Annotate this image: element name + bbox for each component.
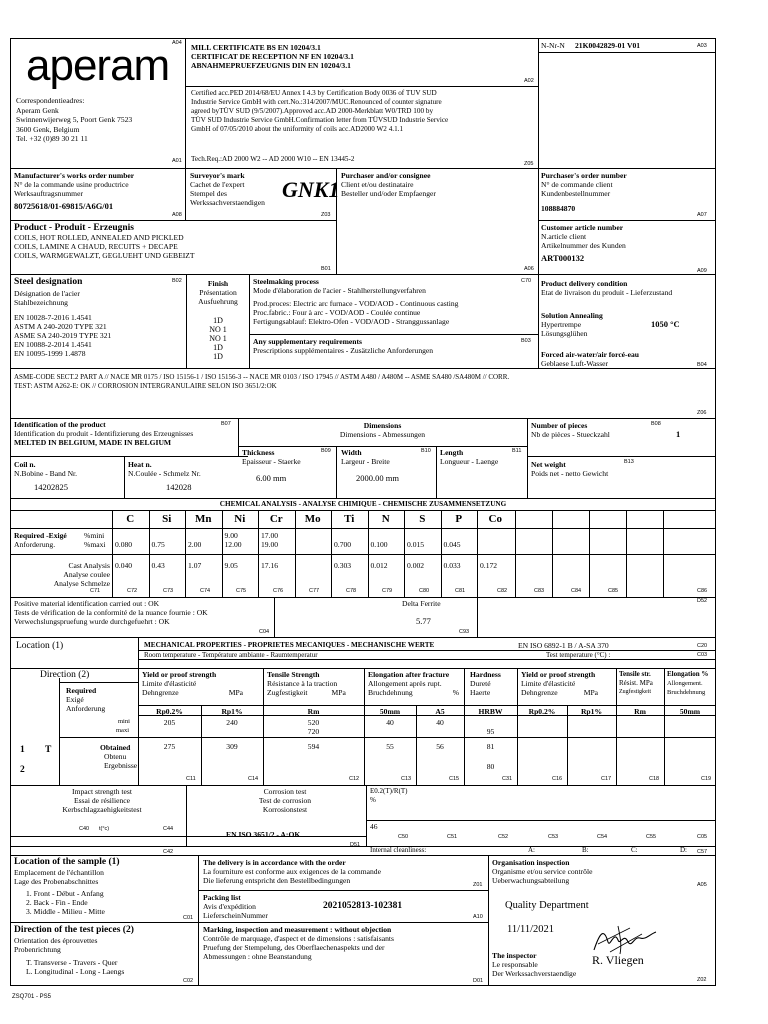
mech-units-cell: Rm xyxy=(634,707,646,716)
row-code: C50 xyxy=(398,834,409,840)
mech-code: C31 xyxy=(502,776,513,782)
melted-in: MELTED IN BELGIUM, MADE IN BELGIUM xyxy=(14,438,172,447)
mech-obtained-cell: 594 xyxy=(307,742,320,751)
tech-req: Tech.Req.:AD 2000 W2 -- AD 2000 W10 -- EN 13445-2 xyxy=(191,155,355,163)
chem-cast-p: 0.033 xyxy=(443,561,461,570)
aperam-logo: aperam xyxy=(26,41,170,90)
coil-value: 14202825 xyxy=(34,482,68,492)
location-label: Location (1) xyxy=(16,641,64,651)
product-description: COILS, HOT ROLLED, ANNEALED AND PICKLED COILS, LAMINE A CHAUD, RECUITS + DECAPE COILS, WARMGEWALZT, GEGLUEHT UND GEBEIZT xyxy=(14,233,195,260)
chem-element-ti: Ti xyxy=(344,513,355,525)
test-temperature: Test temperature (°C) : xyxy=(546,651,611,659)
heat-value: 142028 xyxy=(166,482,192,492)
cooling-labels: Forced air-water/air forcé-eau Geblaese Luft-Wasser xyxy=(541,350,639,368)
chem-code: C85 xyxy=(608,588,619,594)
sample-location-labels: Location of the sample (1) Emplacement de l'échantillon Lage des Probenabschnittes xyxy=(14,857,120,886)
e02-value: 46 xyxy=(370,822,378,831)
hardness-labels: Hardness Dureté Haerte xyxy=(470,670,501,697)
chem-code: C80 xyxy=(419,588,430,594)
mech-maxi: maxi xyxy=(116,727,129,734)
e02-labels: E0.2(T)/R(T) % xyxy=(370,787,408,804)
elongation-labels: Elongation after fracture Allongement après rupt. Bruchdehnung % xyxy=(368,670,460,697)
width-labels: Width Largeur - Breite xyxy=(341,448,390,466)
finish-labels: Finish Présentation Ausfuehrung xyxy=(198,279,238,306)
cleanliness-c: C: xyxy=(631,846,638,854)
chem-min-ni: 9.00 xyxy=(224,531,238,540)
surveyor-stamp: GNK1 xyxy=(282,177,340,202)
standards-notes: ASME-CODE SECT.2 PART A // NACE MR 0175 / ISO 15156-1 / ISO 15156-3 -- NACE MR 0103 / ISO 17945 // ASTM A480 / A480M -- ASME SA480 /SA480M // CORR. TEST: ASTM A262-E: OK // CORROSION INTERGRANULAIRE SELON ISO 3651/2:OK xyxy=(14,373,510,390)
article-labels: Customer article number N.article client Artikelnummer des Kunden xyxy=(541,223,626,250)
chem-code: C74 xyxy=(200,588,211,594)
steel-designation-sub: Désignation de l'acier Stahlbezeichnung xyxy=(14,289,80,307)
thickness-value: 6.00 mm xyxy=(256,473,287,483)
row-code: C52 xyxy=(498,834,509,840)
chem-max-cr: 19.00 xyxy=(261,540,279,549)
chem-max-si: 0.75 xyxy=(151,540,165,549)
chem-cast-cr: 17.16 xyxy=(261,561,279,570)
chem-code: C79 xyxy=(382,588,393,594)
chem-element-p: P xyxy=(455,513,463,525)
mech-code: C18 xyxy=(649,776,660,782)
annealing-labels: Solution Annealing Hypertrempe Lösungsglühen xyxy=(541,311,603,338)
mech-units-cell: Rp1% xyxy=(221,707,243,716)
chem-code: C82 xyxy=(497,588,508,594)
cleanliness-a: A: xyxy=(528,846,535,854)
length-labels: Length Longueur - Laenge xyxy=(440,448,499,466)
pieces-value: 1 xyxy=(676,429,681,439)
packing-list-labels: Packing list Avis d'expédition LieferscheinNummer xyxy=(203,893,268,920)
chem-element-mn: Mn xyxy=(195,513,212,525)
mech-code: C11 xyxy=(186,776,196,782)
mech-req_min-cell: 240 xyxy=(226,718,238,727)
elong2-labels: Elongation % Allongement. Bruchdehnung xyxy=(667,670,709,696)
obtained-sub: Obtenu Ergebnisse xyxy=(104,752,138,770)
chem-max-ti: 0.700 xyxy=(334,540,352,549)
corrosion-labels: Corrosion test Test de corrosion Korrosionstest xyxy=(258,787,312,814)
mechanical-standard: EN ISO 6892-1 B / A-SA 370 xyxy=(518,641,609,650)
org-inspection-labels: Organisation inspection Organisme et/ou service contrôle Ueberwachungsabteilung xyxy=(492,858,593,885)
chem-element-ni: Ni xyxy=(234,513,246,525)
row-code: C05 xyxy=(697,834,708,840)
mech-required-sub: Exigé Anforderung xyxy=(66,695,106,713)
mech-units-cell: Rp0.2% xyxy=(156,707,183,716)
row-code: C51 xyxy=(447,834,458,840)
mech-code: C15 xyxy=(449,776,460,782)
chemical-title: CHEMICAL ANALYSIS - ANALYSE CHIMIQUE - CHEMISCHE ZUSAMMENSETZUNG xyxy=(219,500,507,508)
chem-element-s: S xyxy=(419,513,426,525)
mechanical-title: MECHANICAL PROPERTIES - PROPRIETES MECANIQUES - MECHANISCHE WERTE xyxy=(144,641,435,649)
tensile2-labels: Tensile str. Résist. MPa Zugfestigkeit xyxy=(619,670,653,695)
mech-req_min-cell: 40 xyxy=(386,718,394,727)
process-lines: Prod.proces: Electric arc furnace - VOD/AOD - Continuous casting Proc.fabric.: Four à arc - VOD/AOD - Coulée continue Fertigungsablauf: Elektro-Ofen - VOD/AOD - Stranggussanlage xyxy=(253,299,459,326)
impact-labels: Impact strength test Essai de résilience Kerbschlagzaehigkeitstest xyxy=(62,787,142,814)
mech-units-cell: 50mm xyxy=(379,707,401,716)
chem-cast-mn: 1.07 xyxy=(188,561,202,570)
row-code: C53 xyxy=(548,834,559,840)
identification-labels: Identification of the product Identification du produit - Identifizierung des Erzeugnisses xyxy=(14,420,194,438)
packing-list-value: 2021052813-102381 xyxy=(323,901,403,911)
mech-units-cell: 50mm xyxy=(679,707,701,716)
room-temperature: Room temperature - Température ambiante - Raumtemperatur xyxy=(144,651,318,659)
chem-minmax-labels: %mini %maxi xyxy=(84,531,106,549)
tensile-labels: Tensile Strength Résistance à la traction Zugfestigkeit MPa xyxy=(267,670,346,697)
row-code: C54 xyxy=(597,834,608,840)
steel-grades: EN 10028-7-2016 1.4541 ASTM A 240-2020 TYPE 321 ASME SA 240-2019 TYPE 321 EN 10088-2-2014 1.4541 EN 10095-1999 1.4878 xyxy=(14,313,112,358)
delta-ferrite-value: 5.77 xyxy=(416,616,431,626)
coil-labels: Coil n. N.Bobine - Band Nr. xyxy=(14,460,78,478)
chem-cast-co: 0.172 xyxy=(480,561,498,570)
chem-cast-n: 0.012 xyxy=(370,561,388,570)
chem-cast-ni: 9.05 xyxy=(224,561,238,570)
test-direction-items: T. Transverse - Travers - Quer L. Longitudinal - Long - Laengs xyxy=(26,958,125,976)
cleanliness-b: B: xyxy=(582,846,589,854)
row-number-2: 2 xyxy=(20,765,25,775)
chem-code: C77 xyxy=(309,588,320,594)
chem-max-p: 0.045 xyxy=(443,540,461,549)
mech-obtained-cell: 81 xyxy=(486,742,495,751)
mech-obtained-cell: 56 xyxy=(436,742,444,751)
mech-code: C16 xyxy=(552,776,563,782)
mech-obtained-cell: 55 xyxy=(386,742,394,751)
chem-cast-ti: 0.303 xyxy=(334,561,352,570)
cleanliness-d: D: xyxy=(680,846,687,854)
chem-element-n: N xyxy=(381,513,390,525)
mech-obtained2-cell: 80 xyxy=(486,762,495,771)
mech-required-labels: Required xyxy=(66,686,97,695)
mech-code: C17 xyxy=(601,776,612,782)
purchaser-order-value: 108884870 xyxy=(541,204,576,213)
row-code: C55 xyxy=(646,834,657,840)
annealing-value: 1050 °C xyxy=(651,319,680,329)
form-reference: ZSQ701 - PS5 xyxy=(12,994,52,1000)
sample-location-items: 1. Front - Début - Anfang 2. Back - Fin - Ende 3. Middle - Milieu - Mitte xyxy=(26,889,105,916)
chem-code: C73 xyxy=(163,588,174,594)
width-value: 2000.00 mm xyxy=(356,473,399,483)
mech-req_min-cell: 520 xyxy=(307,718,320,727)
delta-ferrite-label: Delta Ferrite xyxy=(402,599,441,608)
dimensions-labels: Dimensions Dimensions - Abmessungen xyxy=(339,421,426,439)
chem-code: C78 xyxy=(346,588,357,594)
test-direction-labels: Direction of the test pieces (2) Orientation des éprouvettes Probenrichtung xyxy=(14,925,134,954)
delivery-condition-labels: Product delivery condition Etat de livraison du produit - Lieferzustand xyxy=(541,279,673,297)
pmi-lines: Positive material identification carried out : OK Tests de vérification de la conformité de la nuance fournie : OK Verwechslungspruefung wurde durchgefuehrt : OK xyxy=(14,599,208,626)
chem-code: C72 xyxy=(127,588,138,594)
chem-element-mo: Mo xyxy=(304,513,321,525)
mech-units-cell: Rp1% xyxy=(580,707,603,716)
inspection-date: 11/11/2021 xyxy=(507,924,555,935)
marking-labels: Marking, inspection and measurement : without objection Contrôle de marquage, d'aspect et de dimensions : satisfaisants Pruefung der Stempelung, des Oberflaechenaspekts und der Abmessungen : ohne Beanstandung xyxy=(203,925,394,961)
purchaser-labels: Purchaser and/or consignee Client et/ou destinataire Besteller und/oder Empfaenger xyxy=(341,171,436,198)
mech-req_min-cell: 40 xyxy=(436,718,444,727)
mech-code: C19 xyxy=(701,776,712,782)
chem-cast-s: 0.002 xyxy=(407,561,425,570)
chem-element-c: C xyxy=(126,513,135,525)
mech-code: C13 xyxy=(401,776,412,782)
mech-units-cell: Rm xyxy=(307,707,320,716)
cast-analysis-labels: Cast Analysis Analyse coulee Analyse Schmelze xyxy=(53,561,110,588)
steelmaking-labels: Steelmaking process Mode d'élaboration de l'acier - Stahlherstellungverfahren xyxy=(253,277,426,295)
chem-code: C71 xyxy=(90,588,101,594)
chem-max-n: 0.100 xyxy=(370,540,388,549)
direction-label: Direction (2) xyxy=(40,670,90,680)
mech-req_max-cell: 95 xyxy=(486,727,495,736)
chem-max-c: 0.080 xyxy=(115,540,133,549)
quality-department: Quality Department xyxy=(505,900,589,911)
yield2-labels: Yield or proof strength Limite d'élasticité Dehngrenze MPa xyxy=(521,670,599,697)
chem-min-cr: 17.00 xyxy=(261,531,279,540)
inspector-name: R. Vliegen xyxy=(592,953,644,967)
nr-value: 21K0042829-01 V01 xyxy=(575,41,641,50)
heat-labels: Heat n. N.Coulée - Schmelz Nr. xyxy=(128,460,201,478)
inspector-signature xyxy=(590,922,660,956)
chem-element-cr: Cr xyxy=(269,513,283,525)
finish-values: 1D NO 1 NO 1 1D 1D xyxy=(209,316,227,361)
chem-code: C83 xyxy=(534,588,545,594)
chem-max-ni: 12.00 xyxy=(224,540,242,549)
certification-text: Certified acc.PED 2014/68/EU Annex I 4.3 by Certification Body 0036 of TUV SUD Industrie Service GmbH with cert.No.:314/2007/MUC.Renounced of counter signature agreed byTÜV SUD (9/5/2007).Approved acc.AD 2000-Merkblatt W0/TRD 100 by TÜV SUD Industrie Service GmbH.Confirmation letter from TÜVSUD Industrie Service GmbH of 07/05/2010 about the uniformity of coils acc.AD2000 W2 4.1.1 xyxy=(191,89,449,133)
chem-cast-si: 0.43 xyxy=(151,561,165,570)
mech-code: C14 xyxy=(248,776,259,782)
supplementary-labels: Any supplementary requirements Prescriptions supplémentaires - Zusätzliche Anforderungen xyxy=(253,337,434,355)
mech-units-cell: Rp0.2% xyxy=(528,707,556,716)
mech-mini: mini xyxy=(118,718,130,725)
inspector-labels: The inspector Le responsable Der Werkssachverstaendige xyxy=(492,951,577,978)
mech-units-cell: HRBW xyxy=(478,707,503,716)
correspondent-address: Correspondentieadres: Aperam Genk Swinnenwijerweg 5, Poort Genk 7523 3600 Genk, Belgium Tel. +32 (0)89 30 21 11 xyxy=(16,96,133,143)
corrosion-value: EN ISO 3651/2 - A:OK xyxy=(226,830,301,839)
works-order-value: 80725618/01-69815/A6G/01 xyxy=(14,201,114,211)
nr-label: N-Nr-N xyxy=(541,41,565,50)
chem-element-co: Co xyxy=(488,513,502,525)
obtained-label: Obtained xyxy=(100,743,131,752)
mech-units-cell: A5 xyxy=(435,707,445,716)
cert-title: MILL CERTIFICATE BS EN 10204/3.1 CERTIFICAT DE RECEPTION NF EN 10204/3.1 ABNAHMEPRUEFZEUGNIS DIN EN 10204/3.1 xyxy=(191,43,354,70)
works-order-labels: Manufacturer's works order number N° de la commande usine productrice Werksauftragsnummer xyxy=(14,171,135,198)
chem-code: C84 xyxy=(571,588,582,594)
surveyor-labels: Surveyor's mark Cachet de l'expert Stempel des Werkssachverstaendigen xyxy=(190,171,265,207)
weight-labels: Net weight Poids net - netto Gewicht xyxy=(531,460,609,478)
thickness-labels: Thickness Epaisseur - Staerke xyxy=(242,448,301,466)
mech-code: C12 xyxy=(349,776,360,782)
chem-code: C76 xyxy=(273,588,284,594)
chem-code: C75 xyxy=(236,588,247,594)
mech-req_max-cell: 720 xyxy=(307,727,320,736)
chem-element-si: Si xyxy=(162,513,172,525)
chem-required-labels: Required -Exigé Anforderung. xyxy=(14,531,67,549)
row-direction: T xyxy=(45,745,52,755)
purchaser-order-labels: Purchaser's order number N° de commande client Kundenbestellnummer xyxy=(541,171,627,198)
steel-designation-title: Steel designation xyxy=(14,277,83,287)
delivery-accordance-labels: The delivery is in accordance with the order La fourniture est conforme aux exigences de la commande Die lieferung entspricht den Bestellbedingungen xyxy=(203,858,381,885)
cleanliness-label: Internal cleanliness: xyxy=(370,846,427,854)
chem-max-s: 0.015 xyxy=(407,540,425,549)
chem-code: C86 xyxy=(697,588,708,594)
row-number-1: 1 xyxy=(20,745,25,755)
chem-max-mn: 2.00 xyxy=(188,540,202,549)
yield-labels: Yield or proof strength Limite d'élasticité Dehngrenze MPa xyxy=(142,670,244,697)
chem-cast-c: 0.040 xyxy=(115,561,133,570)
mech-obtained-cell: 275 xyxy=(163,742,176,751)
mech-obtained-cell: 309 xyxy=(226,742,238,751)
chem-code: C81 xyxy=(455,588,466,594)
product-title: Product - Produit - Erzeugnis xyxy=(14,223,134,233)
mech-req_min-cell: 205 xyxy=(163,718,176,727)
article-value: ART000132 xyxy=(541,253,585,263)
pieces-labels: Number of pieces Nb de pièces - Stueckzahl xyxy=(531,421,610,439)
